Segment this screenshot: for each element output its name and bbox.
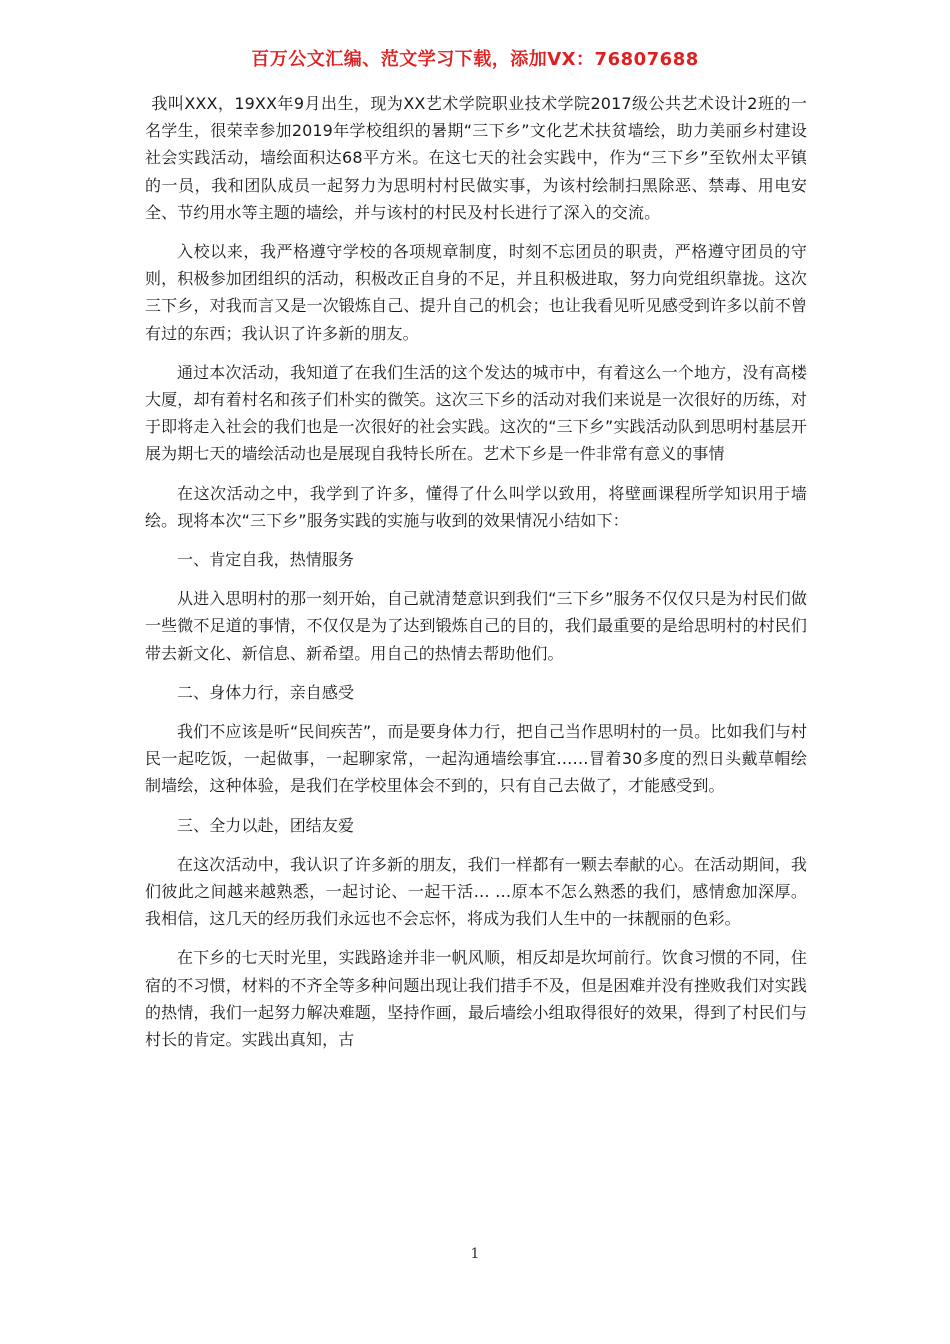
paragraph-section-3: 在这次活动中，我认识了许多新的朋友，我们一样都有一颗去奉献的心。在活动期间，我们彼此之间越来越熟悉，一起讨论、一起干活… …原本不怎么熟悉的我们，感情愈加深厚。我相信，这几天的经历我们永远也不会忘怀，将成为我们人生中的一抹靓丽的色彩。 — [145, 854, 807, 929]
section-heading-3: 三、全力以赴，团结友爱 — [177, 815, 355, 835]
paragraph-seven-days: 在下乡的七天时光里，实践路途并非一帆风顺，相反却是坎坷前行。饮食习惯的不同，住宿的不习惯，材料的不齐全等多种问题出现让我们措手不及，但是困难并没有挫败我们对实践的热情，我们一起努力解决难题，坚持作画，最后墙绘小组取得很好的效果，得到了村民们与村长的肯定。实践出真知，古 — [145, 948, 807, 1050]
document-body — [145, 90, 807, 1065]
paragraph-summary-intro: 在这次活动之中，我学到了许多，懂得了什么叫学以致用，将壁画课程所学知识用于墙绘。现将本次“三下乡”服务实践的实施与收到的效果情况小结如下： — [145, 483, 807, 530]
header-banner: 百万公文汇编、范文学习下载，添加VX：76807688 — [251, 49, 699, 70]
paragraph-section-2: 我们不应该是听“民间疾苦”，而是要身体力行，把自己当作思明村的一员。比如我们与村民一起吃饭，一起做事，一起聊家常，一起沟通墙绘事宜……冒着30多度的烈日头戴草帽绘制墙绘，这种体验，是我们在学校里体会不到的，只有自己去做了，才能感受到。 — [145, 722, 807, 796]
paragraph-since-enrollment: 入校以来，我严格遵守学校的各项规章制度，时刻不忘团员的职责，严格遵守团员的守则，积极参加团组织的活动，积极改正自身的不足，并且积极进取，努力向党组织靠拢。这次三下乡，对我而言又是一次锻炼自己、提升自己的机会；也让我看见听见感受到许多以前不曾有过的东西；我认识了许多新的朋友。 — [145, 242, 807, 343]
paragraph-section-1: 从进入思明村的那一刻开始，自己就清楚意识到我们“三下乡”服务不仅仅只是为村民们做一些微不足道的事情，不仅仅是为了达到锻炼自己的目的，我们最重要的是给思明村的村民们带去新文化、新信息、新希望。用自己的热情去帮助他们。 — [145, 589, 807, 663]
section-heading-2: 二、身体力行，亲自感受 — [177, 682, 355, 702]
paragraph-intro: 我叫XXX，19XX年9月出生，现为XX艺术学院职业技术学院2017级公共艺术设计2班的一名学生，很荣幸参加2019年学校组织的暑期“三下乡”文化艺术扶贫墙绘，助力美丽乡村建设社会实践活动，墙绘面积达68平方米。在这七天的社会实践中，作为“三下乡”至钦州太平镇的一员，我和团队成员一起努力为思明村村民做实事，为该村绘制扫黑除恶、禁毒、用电安全、节约用水等主题的墙绘，并与该村的村民及村长进行了深入的交流。 — [145, 94, 807, 222]
paragraph-through-activity: 通过本次活动，我知道了在我们生活的这个发达的城市中，有着这么一个地方，没有高楼大厦，却有着村名和孩子们朴实的微笑。这次三下乡的活动对我们来说是一次很好的历练，对于即将走入社会的我们也是一次很好的社会实践。这次的“三下乡”实践活动队到思明村基层开展为期七天的墙绘活动也是展现自我特长所在。艺术下乡是一件非常有意义的事情 — [145, 362, 807, 464]
section-heading-1: 一、肯定自我，热情服务 — [177, 550, 355, 570]
page-number: 1 — [470, 1246, 480, 1262]
